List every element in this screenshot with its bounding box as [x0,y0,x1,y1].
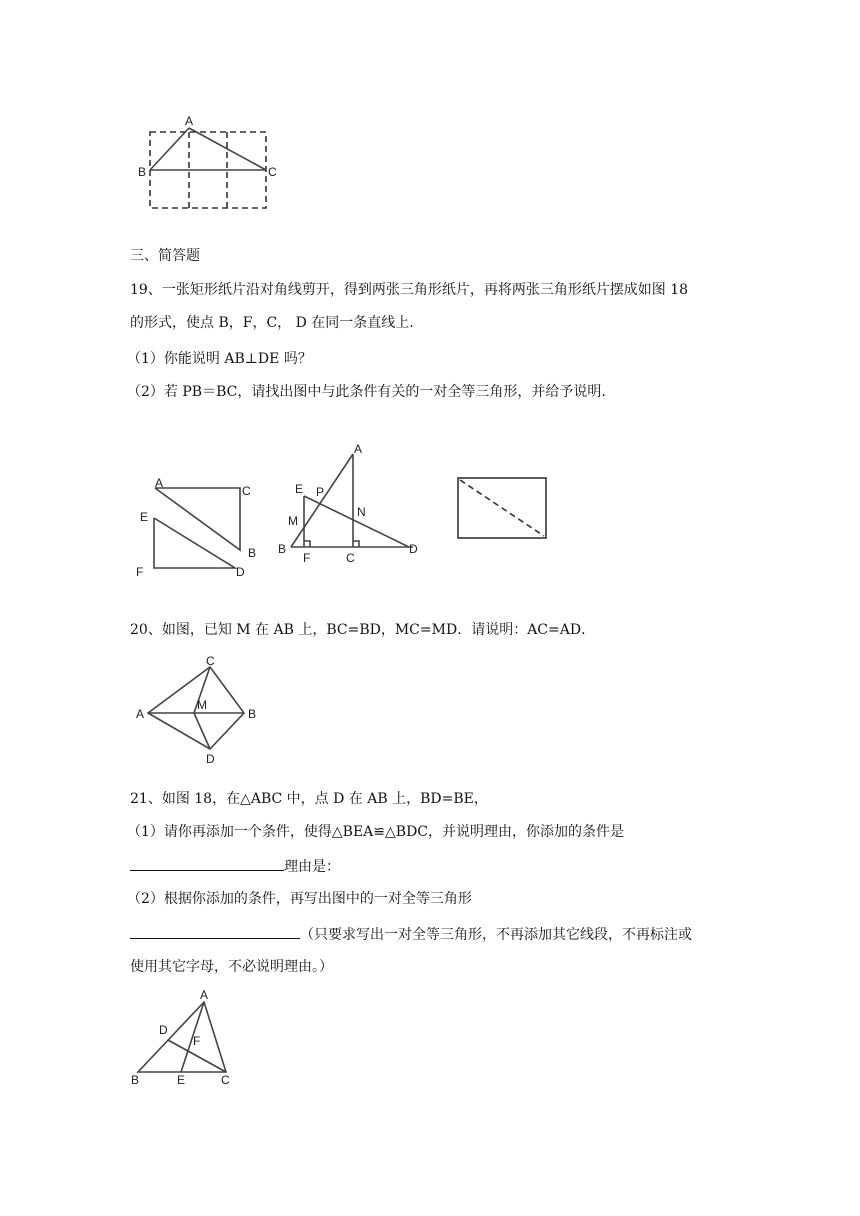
q21-figure [128,988,238,1088]
label-b: B [131,1073,140,1087]
label-b: B [278,542,287,556]
label-p: P [316,485,325,499]
q19-figure-middle [275,438,435,568]
label-m: M [288,514,298,528]
answer-blank-2[interactable] [130,924,300,939]
label-b: B [248,707,257,721]
q19-line1: 19、一张矩形纸片沿对角线剪开，得到两张三角形纸片，再将两张三角形纸片摆成如图 18 [130,282,689,298]
label-c: C [206,655,215,668]
q19-figure-left [130,472,270,582]
label-m: M [197,698,207,712]
label-b: B [138,165,147,179]
label-f: F [303,551,311,565]
grid-triangle-figure [130,110,290,220]
q19-part1: （1）你能说明 AB⊥DE 吗？ [127,351,312,367]
section-title: 三、简答题 [130,248,200,264]
label-d: D [206,752,215,766]
q21-part2: （2）根据你添加的条件，再写出图中的一对全等三角形 [127,891,472,907]
label-f: F [136,565,144,579]
q19-line2: 的形式，使点 B，F，C， D 在同一条直线上. [130,315,414,331]
q21-note: （只要求写出一对全等三角形，不再添加其它线段，不再标注或 [300,927,692,943]
label-c: C [221,1073,230,1087]
q21-note-line2: 使用其它字母，不必说明理由。） [130,959,333,975]
q20-text: 20、如图，已知 M 在 AB 上，BC=BD，MC=MD．请说明：AC=AD． [130,622,596,638]
q21-line1: 21、如图 18，在△ABC 中，点 D 在 AB 上，BD=BE， [130,791,488,807]
label-a: A [136,707,145,721]
label-c: C [268,165,277,179]
q21-part1: （1）请你再添加一个条件，使得△BEA≌△BDC，并说明理由，你添加的条件是 [127,824,625,840]
label-n: N [357,505,366,519]
q20-figure [130,655,270,767]
label-a: A [155,476,164,490]
label-a: A [354,442,363,456]
q19-part2: （2）若 PB＝BC，请找出图中与此条件有关的一对全等三角形，并给予说明. [127,384,606,400]
label-e: E [140,510,149,524]
label-d: D [236,565,245,579]
label-d: D [409,542,418,556]
label-a: A [200,988,209,1002]
label-a: A [185,114,194,128]
label-c: C [242,484,251,498]
label-e: E [177,1073,186,1087]
reason-label: 理由是： [284,859,340,875]
label-e: E [295,482,304,496]
q21-blank-row-1 [130,856,340,877]
label-d: D [159,1023,168,1037]
q21-blank-row-2 [130,924,692,945]
q19-figure-right [450,470,560,545]
answer-blank-1[interactable] [130,856,284,871]
label-b: B [248,546,257,560]
label-c: C [346,551,355,565]
label-f: F [193,1034,201,1048]
